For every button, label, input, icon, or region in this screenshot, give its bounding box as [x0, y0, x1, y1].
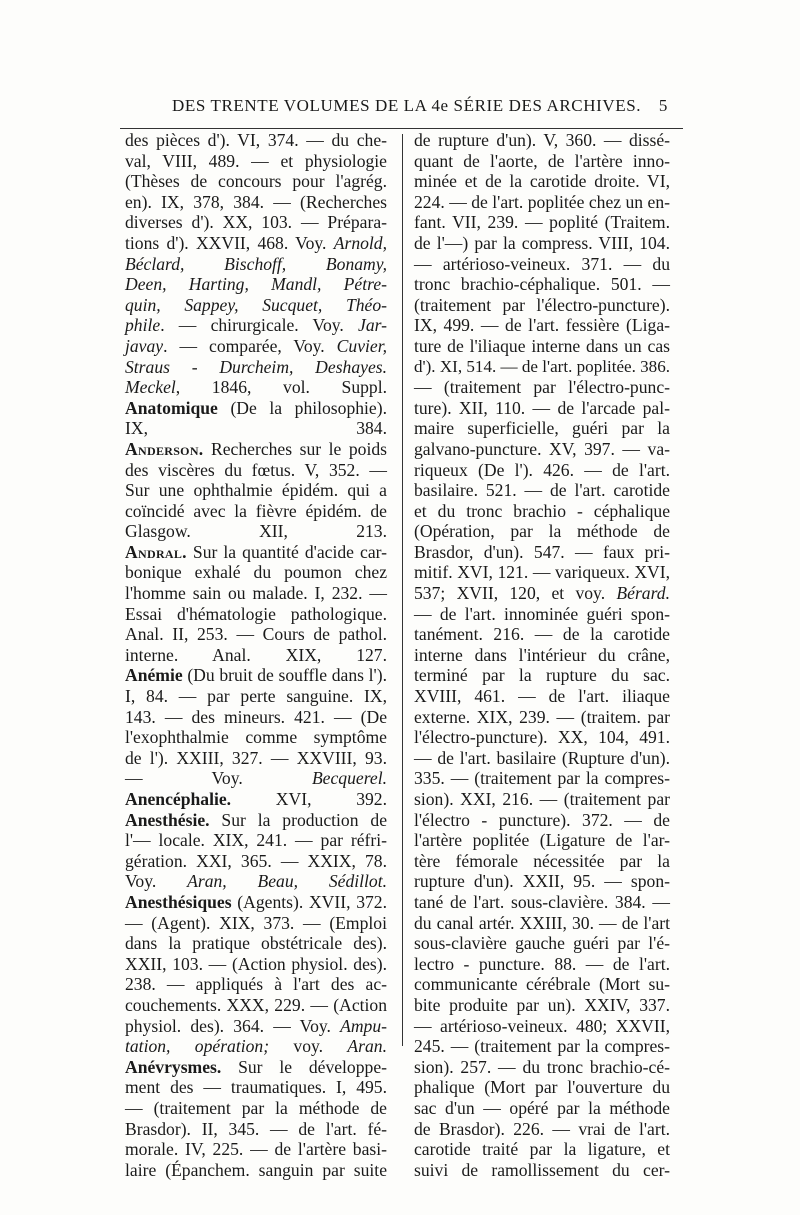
- index-line: [125, 233, 387, 254]
- entry-text: des pièces d'). VI, 374. — du che-: [125, 130, 387, 150]
- entry-text: ment des — traumatiques. I, 495.: [125, 1077, 387, 1098]
- index-line: [414, 665, 670, 686]
- index-line: [414, 604, 670, 625]
- index-line: [125, 192, 387, 213]
- entry-text: interne. Anal. XIX, 127.: [125, 644, 387, 665]
- italic-reference: Aran.: [347, 1036, 387, 1057]
- index-line: [414, 398, 670, 419]
- italic-reference: Straus - Durcheim, Deshayes.: [125, 356, 387, 377]
- index-line: [414, 810, 670, 831]
- index-line: [125, 542, 387, 563]
- entry-text: de l'). XXIII, 327. — XXVIII, 93.: [125, 747, 387, 768]
- entry-text: Brasdor, d'un). 547. — faux pri-: [414, 541, 670, 562]
- entry-text: . — comparée, Voy.: [163, 335, 337, 356]
- entry-text: Voy.: [125, 871, 188, 892]
- entry-text: des viscères du fœtus. V, 352. —: [125, 459, 387, 480]
- entry-author: Anderson.: [125, 438, 204, 459]
- entry-text: de l'—) par la compress. VIII, 104.: [414, 232, 670, 253]
- index-line: [125, 789, 387, 810]
- index-line: [125, 357, 387, 378]
- entry-text: de rupture d'un). V, 360. — dissé-: [414, 130, 670, 150]
- index-line: [414, 192, 670, 213]
- entry-text: rupture d'un). XXII, 95. — spon-: [414, 871, 670, 892]
- index-line: [125, 933, 387, 954]
- italic-reference: Becquerel.: [311, 768, 387, 789]
- entry-text: 238. — appliqués à l'art des ac-: [125, 974, 387, 995]
- index-line: [414, 233, 670, 254]
- entry-text: Brasdor). II, 345. — de l'art. fé-: [125, 1118, 387, 1139]
- entry-text: , 1846, vol. Suppl.: [175, 377, 387, 398]
- entry-heading: Anencéphalie.: [125, 789, 232, 809]
- entry-text: minée et de la carotide droite. VI,: [414, 171, 670, 192]
- entry-text: basilaire. 521. — de l'art. carotide: [414, 480, 670, 501]
- page-number: 5: [658, 96, 668, 115]
- italic-reference: Béclard, Bischoff, Bonamy,: [125, 253, 387, 274]
- entry-text: couchements. XXX, 229. — (Action: [125, 994, 387, 1015]
- entry-text: (Du bruit de souffle dans l').: [182, 665, 387, 686]
- index-line: [414, 254, 670, 275]
- entry-text: — (traitement par la méthode de: [125, 1097, 387, 1118]
- entry-text: — de l'art. basilaire (Rupture d'un).: [414, 747, 670, 768]
- entry-author: Andral.: [125, 541, 187, 562]
- entry-text: gération. XXI, 365. — XXIX, 78.: [125, 850, 387, 871]
- entry-text: sous-clavière gauche guéri par l'é-: [414, 933, 670, 954]
- index-line: [414, 521, 670, 542]
- entry-text: laire (Épanchem. sanguin par suite: [125, 1159, 387, 1180]
- index-line: [125, 274, 387, 295]
- index-line: [125, 1077, 387, 1098]
- entry-text: 335. — (traitement par la compres-: [414, 768, 670, 789]
- index-line: [125, 830, 387, 851]
- index-line: [414, 1098, 670, 1119]
- italic-reference: Jar-: [358, 315, 387, 336]
- index-line: [414, 1160, 670, 1181]
- entry-text: Sur la quantité d'acide car-: [186, 541, 387, 562]
- entry-text: 245. — (traitement par la compres-: [414, 1036, 670, 1057]
- index-line: [125, 974, 387, 995]
- italic-reference: quin, Sappey, Sucquet, Théo-: [125, 294, 387, 315]
- index-line: [125, 1160, 387, 1181]
- index-column-left: [125, 130, 387, 1180]
- entry-text: physiol. des). 364. — Voy.: [125, 1015, 341, 1036]
- index-line: [125, 954, 387, 975]
- index-line: [125, 645, 387, 666]
- entry-text: Recherches sur le poids: [203, 438, 387, 459]
- entry-text: XVI, 392.: [231, 789, 387, 809]
- entry-text: XXII, 103. — (Action physiol. des).: [125, 953, 387, 974]
- entry-text: Essai d'hématologie pathologique.: [125, 603, 387, 624]
- entry-text: 537; XVII, 120, et voy.: [414, 583, 617, 604]
- italic-reference: Cuvier,: [336, 335, 387, 356]
- index-line: [125, 336, 387, 357]
- index-line: [414, 933, 670, 954]
- index-line: [414, 1119, 670, 1140]
- entry-text: maire superficielle, guéri par la: [414, 418, 670, 439]
- index-line: [414, 315, 670, 336]
- entry-text: quant de l'aorte, de l'artère inno-: [414, 150, 670, 171]
- entry-heading: Anémie: [125, 665, 183, 686]
- entry-text: coïncidé avec la fièvre épidém. de: [125, 500, 387, 521]
- entry-heading: Anatomique: [125, 397, 218, 418]
- index-line: [125, 1139, 387, 1160]
- index-line: [414, 748, 670, 769]
- entry-text: phalique (Mort par l'ouverture du: [414, 1077, 670, 1098]
- index-line: [414, 686, 670, 707]
- index-line: [125, 665, 387, 686]
- index-line: [414, 1036, 670, 1057]
- index-line: [414, 171, 670, 192]
- index-line: [125, 768, 387, 789]
- entry-text: I, 84. — par perte sanguine. IX,: [125, 686, 387, 707]
- entry-text: riqueux (De l'). 426. — de l'art.: [414, 459, 670, 480]
- entry-text: — (Agent). XIX, 373. — (Emploi: [125, 912, 387, 933]
- running-title: DES TRENTE VOLUMES DE LA 4e SÉRIE DES ARCHIVES.: [172, 96, 642, 115]
- entry-text: IX, 499. — de l'art. fessière (Liga-: [414, 315, 670, 336]
- italic-reference: javay: [125, 335, 164, 356]
- index-line: [125, 1119, 387, 1140]
- index-line: [414, 480, 670, 501]
- index-line: [125, 748, 387, 769]
- index-line: [414, 974, 670, 995]
- italic-reference: Meckel: [125, 377, 176, 398]
- index-line: [125, 892, 387, 913]
- index-line: [125, 913, 387, 934]
- index-line: [414, 562, 670, 583]
- index-line: [414, 995, 670, 1016]
- index-line: [125, 377, 387, 398]
- index-line: [125, 851, 387, 872]
- entry-text: morale. IV, 225. — de l'artère basi-: [125, 1139, 387, 1160]
- index-line: [125, 460, 387, 481]
- running-header: [172, 94, 668, 118]
- index-line: [414, 439, 670, 460]
- index-line: [414, 336, 670, 357]
- entry-text: — (traitement par l'électro-punc-: [414, 377, 670, 398]
- entry-text: sion). XXI, 216. — (traitement par: [414, 789, 670, 809]
- index-line: [125, 583, 387, 604]
- index-line: [414, 295, 670, 316]
- italic-reference: Arnold,: [333, 232, 387, 253]
- index-line: [125, 1098, 387, 1119]
- entry-text: du canal artér. XXIII, 30. — de l'art: [414, 912, 670, 933]
- index-line: [125, 212, 387, 233]
- index-line: [125, 995, 387, 1016]
- index-line: [125, 810, 387, 831]
- entry-text: tanément. 216. — de la carotide: [414, 624, 670, 645]
- index-line: [125, 727, 387, 748]
- column-divider: [402, 134, 403, 1046]
- index-line: [414, 377, 670, 398]
- entry-text: de Brasdor). 226. — vrai de l'art.: [414, 1118, 670, 1139]
- entry-text: sion). 257. — du tronc brachio-cé-: [414, 1056, 670, 1077]
- entry-text: l'électro-puncture). XX, 104, 491.: [414, 727, 670, 748]
- index-line: [414, 830, 670, 851]
- index-line: [125, 130, 387, 151]
- italic-reference: phile: [125, 315, 161, 336]
- entry-text: . — chirurgicale. Voy.: [160, 315, 359, 336]
- entry-text: d'). XI, 514. — de l'art. poplitée. 386.: [414, 356, 670, 376]
- entry-heading: Anesthésiques: [125, 891, 232, 912]
- entry-text: — Voy.: [125, 768, 312, 789]
- italic-reference: tation, opération;: [125, 1036, 270, 1057]
- entry-text: suivi de ramollissement du cer-: [414, 1159, 670, 1180]
- entry-text: diverses d'). XX, 103. — Prépara-: [125, 212, 387, 233]
- italic-reference: Bérard.: [616, 583, 670, 604]
- italic-reference: Ampu-: [340, 1015, 387, 1036]
- index-line: [125, 501, 387, 522]
- entry-text: terminé par la rupture du sac.: [414, 665, 670, 686]
- entry-text: tronc brachio-céphalique. 501. —: [414, 274, 670, 295]
- index-line: [414, 130, 670, 151]
- index-column-right: [414, 130, 670, 1180]
- entry-heading: Anévrysmes.: [125, 1056, 222, 1077]
- index-line: [125, 686, 387, 707]
- index-line: [414, 418, 670, 439]
- entry-text: — artérioso-veineux. 371. — du: [414, 253, 670, 274]
- index-line: [125, 871, 387, 892]
- index-line: [125, 254, 387, 275]
- index-line: [414, 357, 670, 378]
- entry-text: val, VIII, 489. — et physiologie: [125, 150, 387, 171]
- index-line: [414, 1077, 670, 1098]
- entry-text: tané de l'art. sous-clavière. 384. —: [414, 891, 670, 912]
- index-line: [125, 1016, 387, 1037]
- index-line: [125, 1036, 387, 1057]
- entry-text: en). IX, 378, 384. — (Recherches: [125, 191, 387, 212]
- entry-text: bite produite par un). XXIV, 337.: [414, 994, 670, 1015]
- entry-text: l'artère poplitée (Ligature de l'ar-: [414, 830, 670, 851]
- entry-text: fant. VII, 239. — poplité (Traitem.: [414, 212, 670, 233]
- index-line: [414, 212, 670, 233]
- index-line: [414, 645, 670, 666]
- index-line: [125, 439, 387, 460]
- entry-text: (Thèses de concours pour l'agrég.: [125, 171, 387, 192]
- entry-text: l'homme sain ou malade. I, 232. —: [125, 583, 387, 604]
- entry-text: l'électro - puncture). 372. — de: [414, 809, 670, 830]
- index-line: [125, 295, 387, 316]
- index-line: [125, 480, 387, 501]
- entry-text: tère fémorale nécessitée par la: [414, 850, 670, 871]
- entry-text: l'— locale. XIX, 241. — par réfri-: [125, 830, 387, 851]
- index-line: [125, 707, 387, 728]
- entry-text: lectro - puncture. 88. — de l'art.: [414, 953, 670, 974]
- entry-text: ture de l'iliaque interne dans un cas: [414, 335, 670, 356]
- entry-text: — de l'art. innominée guéri spon-: [414, 603, 670, 624]
- entry-text: sac d'un — opéré par la méthode: [414, 1097, 670, 1118]
- index-line: [414, 501, 670, 522]
- entry-text: XVIII, 461. — de l'art. iliaque: [414, 686, 670, 707]
- index-line: [125, 398, 387, 419]
- entry-text: Glasgow. XII, 213.: [125, 521, 387, 542]
- entry-text: 224. — de l'art. poplitée chez un en-: [414, 191, 670, 212]
- index-line: [414, 892, 670, 913]
- entry-text: interne dans l'intérieur du crâne,: [414, 644, 670, 665]
- entry-text: carotide traité par la ligature, et: [414, 1139, 670, 1160]
- index-line: [125, 604, 387, 625]
- index-line: [125, 315, 387, 336]
- index-line: [414, 1057, 670, 1078]
- index-line: [414, 274, 670, 295]
- index-line: [125, 562, 387, 583]
- entry-heading: Anesthésie.: [125, 809, 210, 830]
- entry-text: — artérioso-veineux. 480; XXVII,: [414, 1015, 670, 1036]
- entry-text: dans la pratique obstétricale des).: [125, 933, 387, 954]
- entry-text: tions d'). XXVII, 468. Voy.: [125, 232, 334, 253]
- index-line: [125, 521, 387, 542]
- italic-reference: Deen, Harting, Mandl, Pétre-: [125, 274, 387, 295]
- entry-text: voy.: [269, 1036, 348, 1057]
- entry-text: ture). XII, 110. — de l'arcade pal-: [414, 397, 670, 418]
- entry-text: IX, 384.: [125, 418, 387, 439]
- entry-text: Anal. II, 253. — Cours de pathol.: [125, 624, 387, 645]
- italic-reference: Aran, Beau, Sédillot.: [187, 871, 387, 892]
- entry-text: (De la philosophie).: [217, 397, 387, 418]
- index-line: [125, 1057, 387, 1078]
- index-line: [414, 707, 670, 728]
- index-line: [414, 871, 670, 892]
- index-line: [414, 768, 670, 789]
- entry-text: mitif. XVI, 121. — variqueux. XVI,: [414, 562, 670, 583]
- index-line: [414, 789, 670, 810]
- entry-text: l'exophthalmie comme symptôme: [125, 727, 387, 748]
- index-line: [125, 418, 387, 439]
- index-line: [414, 913, 670, 934]
- entry-text: bonique exhalé du poumon chez: [125, 562, 387, 583]
- index-line: [414, 727, 670, 748]
- index-line: [414, 542, 670, 563]
- entry-text: communicante cérébrale (Mort su-: [414, 974, 670, 995]
- entry-text: Sur une ophthalmie épidém. qui a: [125, 480, 387, 501]
- index-line: [414, 583, 670, 604]
- entry-text: 143. — des mineurs. 421. — (De: [125, 706, 387, 727]
- index-line: [414, 1016, 670, 1037]
- entry-text: Sur le développe-: [221, 1056, 387, 1077]
- entry-text: (traitement par l'électro-puncture).: [414, 294, 670, 315]
- entry-text: Sur la production de: [209, 809, 387, 830]
- entry-text: (Agents). XVII, 372.: [231, 891, 387, 912]
- header-rule: [120, 128, 683, 129]
- entry-text: galvano-puncture. XV, 397. — va-: [414, 438, 670, 459]
- index-line: [125, 171, 387, 192]
- entry-text: externe. XIX, 239. — (traitem. par: [414, 706, 670, 727]
- index-line: [414, 851, 670, 872]
- index-line: [414, 460, 670, 481]
- index-line: [414, 954, 670, 975]
- index-line: [414, 624, 670, 645]
- index-line: [125, 624, 387, 645]
- entry-text: (Opération, par la méthode de: [414, 521, 670, 542]
- index-line: [414, 151, 670, 172]
- index-line: [125, 151, 387, 172]
- entry-text: et du tronc brachio - céphalique: [414, 500, 670, 521]
- index-line: [414, 1139, 670, 1160]
